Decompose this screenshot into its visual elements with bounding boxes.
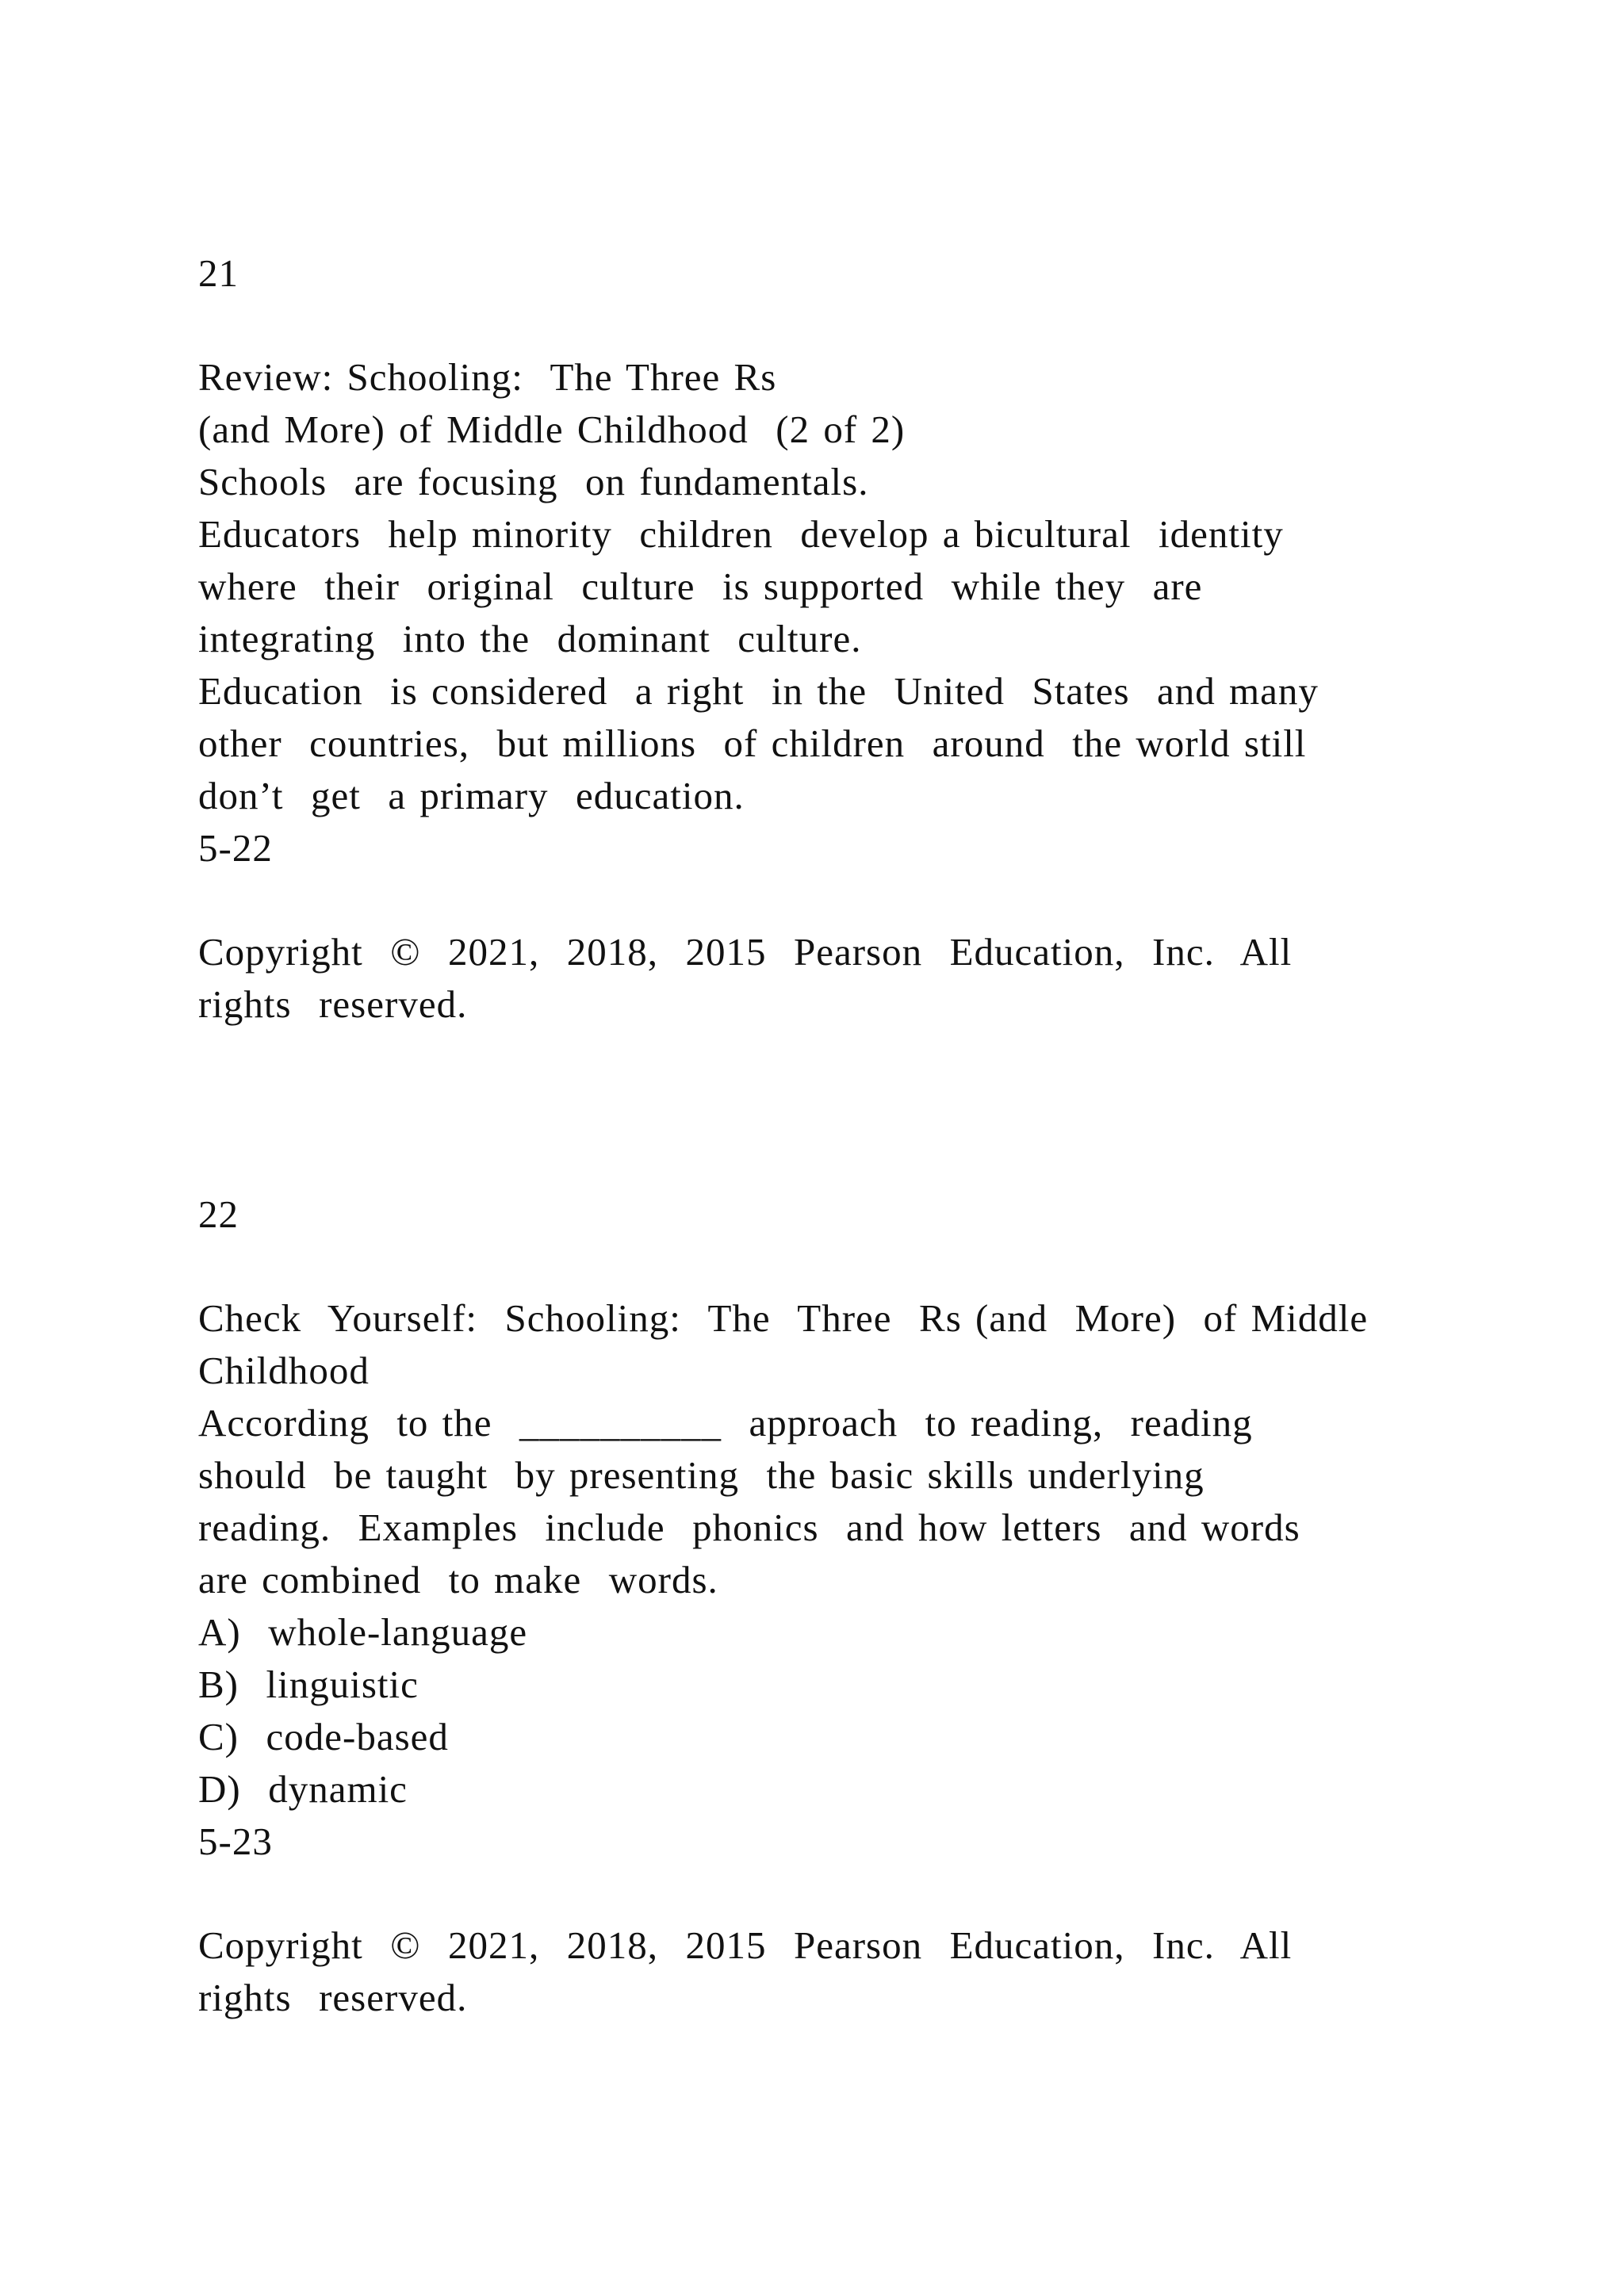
slide-title-line: (and More) of Middle Childhood (2 of 2) — [198, 408, 906, 451]
question-line: According to the __________ approach to reading, reading — [198, 1401, 1253, 1445]
slide-title-line: Review: Schooling: The Three Rs — [198, 355, 777, 399]
body-line: don’t get a primary education. — [198, 774, 745, 817]
answer-option-a: A) whole-language — [198, 1610, 528, 1654]
slide-code: 5-22 — [198, 826, 273, 870]
question-line: are combined to make words. — [198, 1558, 718, 1601]
copyright-line: rights reserved. — [198, 1976, 468, 2019]
body-line: integrating into the dominant culture. — [198, 617, 862, 660]
copyright-line: rights reserved. — [198, 982, 468, 1026]
body-line: where their original culture is supported while they are — [198, 564, 1203, 608]
slide-number: 21 — [198, 251, 239, 295]
answer-option-b: B) linguistic — [198, 1663, 419, 1706]
copyright-line: Copyright © 2021, 2018, 2015 Pearson Education, Inc. All — [198, 930, 1293, 974]
slide-code: 5-23 — [198, 1820, 273, 1863]
body-line: other countries, but millions of children around the world still — [198, 721, 1307, 765]
question-line: reading. Examples include phonics and how letters and words — [198, 1506, 1300, 1549]
body-line: Educators help minority children develop a bicultural identity — [198, 512, 1284, 556]
answer-option-d: D) dynamic — [198, 1767, 408, 1811]
body-line: Schools are focusing on fundamentals. — [198, 460, 869, 503]
slide-title-line: Childhood — [198, 1349, 370, 1392]
answer-option-c: C) code-based — [198, 1715, 449, 1758]
copyright-line: Copyright © 2021, 2018, 2015 Pearson Education, Inc. All — [198, 1923, 1293, 1967]
question-line: should be taught by presenting the basic skills underlying — [198, 1453, 1205, 1497]
slide-number: 22 — [198, 1192, 239, 1236]
body-line: Education is considered a right in the United States and many — [198, 669, 1319, 713]
slide-title-line: Check Yourself: Schooling: The Three Rs (and More) of Middle — [198, 1296, 1369, 1340]
